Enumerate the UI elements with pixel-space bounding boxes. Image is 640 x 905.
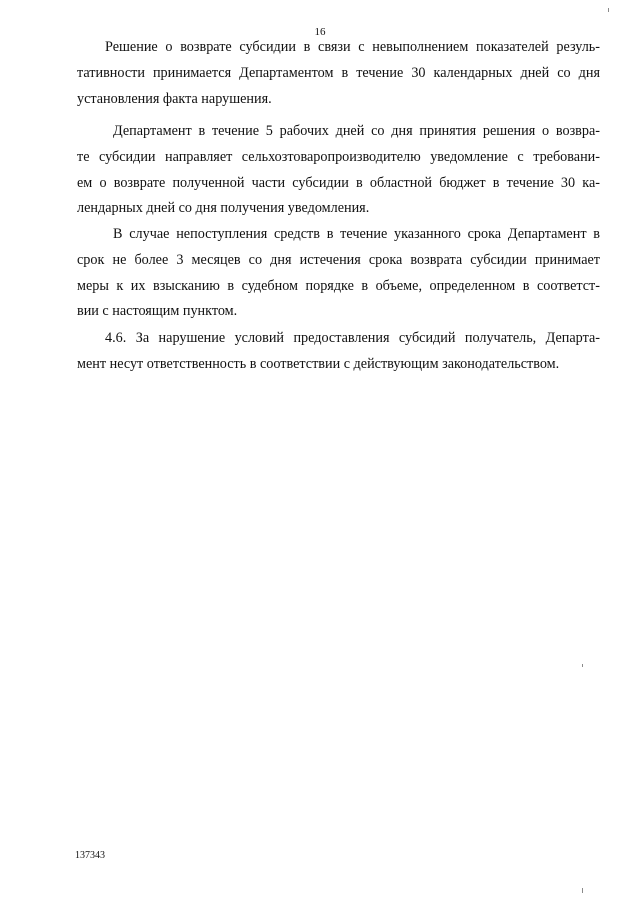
text-line: лендарных дней со дня получения уведомления. xyxy=(77,200,370,216)
text-line: те субсидии направляет сельхозтоваропроизводителю уведомление с требовани- xyxy=(77,149,600,165)
text-line: Решение о возврате субсидии в связи с невыполнением показателей резуль- xyxy=(105,39,600,55)
text-line: 4.6. За нарушение условий предоставления субсидий получатель, Департа- xyxy=(105,330,600,346)
text-line: В случае непоступления средств в течение указанного срока Департамент в xyxy=(113,226,600,242)
text-line: срок не более 3 месяцев со дня истечения срока возврата субсидии принимает xyxy=(77,252,600,268)
text-line: ем о возврате полученной части субсидии в областной бюджет в течение 30 ка- xyxy=(77,175,600,191)
page-number: 16 xyxy=(314,26,326,38)
text-line: тативности принимается Департаментом в течение 30 календарных дней со дня xyxy=(77,65,600,81)
text-line: меры к их взысканию в судебном порядке в объеме, определенном в соответст- xyxy=(77,278,600,294)
text-line: установления факта нарушения. xyxy=(77,91,272,107)
scan-mark xyxy=(608,8,609,12)
scan-mark xyxy=(582,664,583,667)
text-line: Департамент в течение 5 рабочих дней со дня принятия решения о возвра- xyxy=(113,123,600,139)
footer-code: 137343 xyxy=(75,850,105,861)
text-line: мент несут ответственность в соответствии с действующим законодательством. xyxy=(77,356,560,372)
scan-mark xyxy=(582,888,583,893)
text-line: вии с настоящим пунктом. xyxy=(77,303,238,319)
